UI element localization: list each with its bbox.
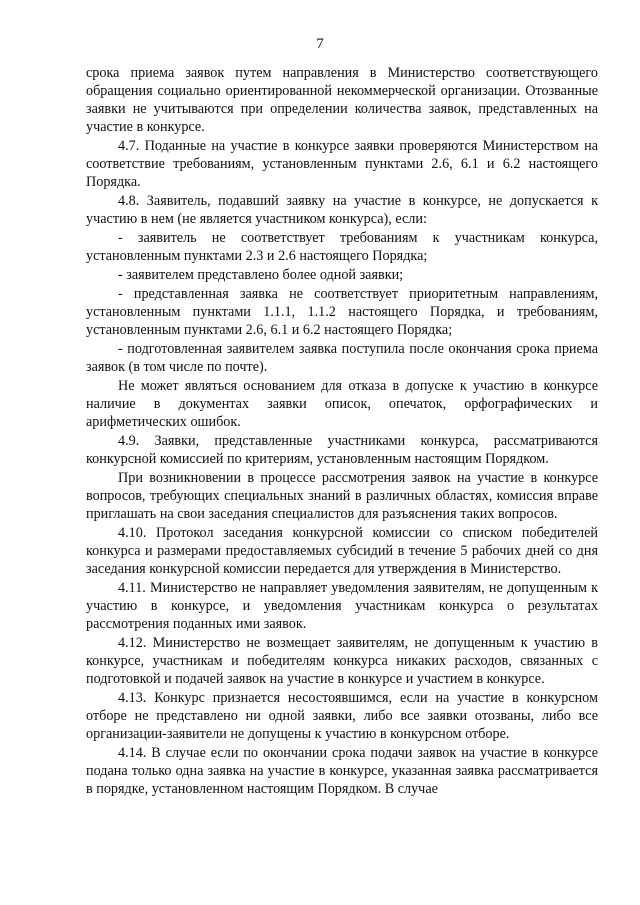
paragraph-4-11: 4.11. Министерство не направляет уведомления заявителям, не допущенным к участию в конкурсе, и уведомления участникам конкурса о результатах рассмотрения поданных ими заявок. xyxy=(86,580,598,632)
list-item-requirements: - заявитель не соответствует требованиям к участникам конкурса, установленным пунктами 2.3 и 2.6 настоящего Порядка; xyxy=(86,230,598,264)
paragraph-continuation: срока приема заявок путем направления в Министерство соответствующего обращения социально ориентированной некоммерческой организации. Отозванные заявки не учитываются при определении количества заявок, представленных на участие в конкурсе. xyxy=(86,65,598,135)
paragraph-4-7: 4.7. Поданные на участие в конкурсе заявки проверяются Министерством на соответствие требованиям, установленным пунктами 2.6, 6.1 и 6.2 настоящего Порядка. xyxy=(86,138,598,190)
paragraph-4-12: 4.12. Министерство не возмещает заявителям, не допущенным к участию в конкурсе, участникам и победителям конкурса никаких расходов, связанных с подготовкой и подачей заявок на участие в конкурсе и участием в конкурсе. xyxy=(86,635,598,687)
paragraph-4-14: 4.14. В случае если по окончании срока подачи заявок на участие в конкурсе подана только одна заявка на участие в конкурсе, указанная заявка рассматривается в порядке, установленном настоящим Порядком. В случае xyxy=(86,745,598,797)
paragraph-4-9: 4.9. Заявки, представленные участниками конкурса, рассматриваются конкурсной комиссией по критериям, установленным настоящим Порядком. xyxy=(86,433,598,467)
paragraph-typos-not-grounds: Не может являться основанием для отказа в допуске к участию в конкурсе наличие в документах заявки описок, опечаток, орфографических и арифметических ошибок. xyxy=(86,378,598,430)
list-item-priority-directions: - представленная заявка не соответствует приоритетным направлениям, установленным пунктами 1.1.1, 1.1.2 настоящего Порядка, и требованиям, установленным пунктами 2.6, 6.1 и 6.2 настоящего Порядка; xyxy=(86,286,598,338)
list-item-more-than-one: - заявителем представлено более одной заявки; xyxy=(118,267,404,283)
paragraph-specialists: При возникновении в процессе рассмотрения заявок на участие в конкурсе вопросов, требующих специальных знаний в различных областях, комиссия вправе приглашать на свои заседания специалистов для разъяснения таких вопросов. xyxy=(86,470,598,522)
paragraph-4-10: 4.10. Протокол заседания конкурсной комиссии со списком победителей конкурса и размерами предоставляемых субсидий в течение 5 рабочих дней со дня заседания конкурсной комиссии передается для утверждения в Министерство. xyxy=(86,525,598,577)
paragraph-4-13: 4.13. Конкурс признается несостоявшимся, если на участие в конкурсном отборе не представлено ни одной заявки, либо все заявки отозваны, либо все организации-заявители не допущены к участию в конкурсном отборе. xyxy=(86,690,598,742)
page-number: 7 xyxy=(316,36,324,52)
document-body xyxy=(86,64,598,798)
list-item-late-submission: - подготовленная заявителем заявка поступила после окончания срока приема заявок (в том числе по почте). xyxy=(86,341,598,375)
paragraph-4-8: 4.8. Заявитель, подавший заявку на участие в конкурсе, не допускается к участию в нем (не является участником конкурса), если: xyxy=(86,193,598,227)
